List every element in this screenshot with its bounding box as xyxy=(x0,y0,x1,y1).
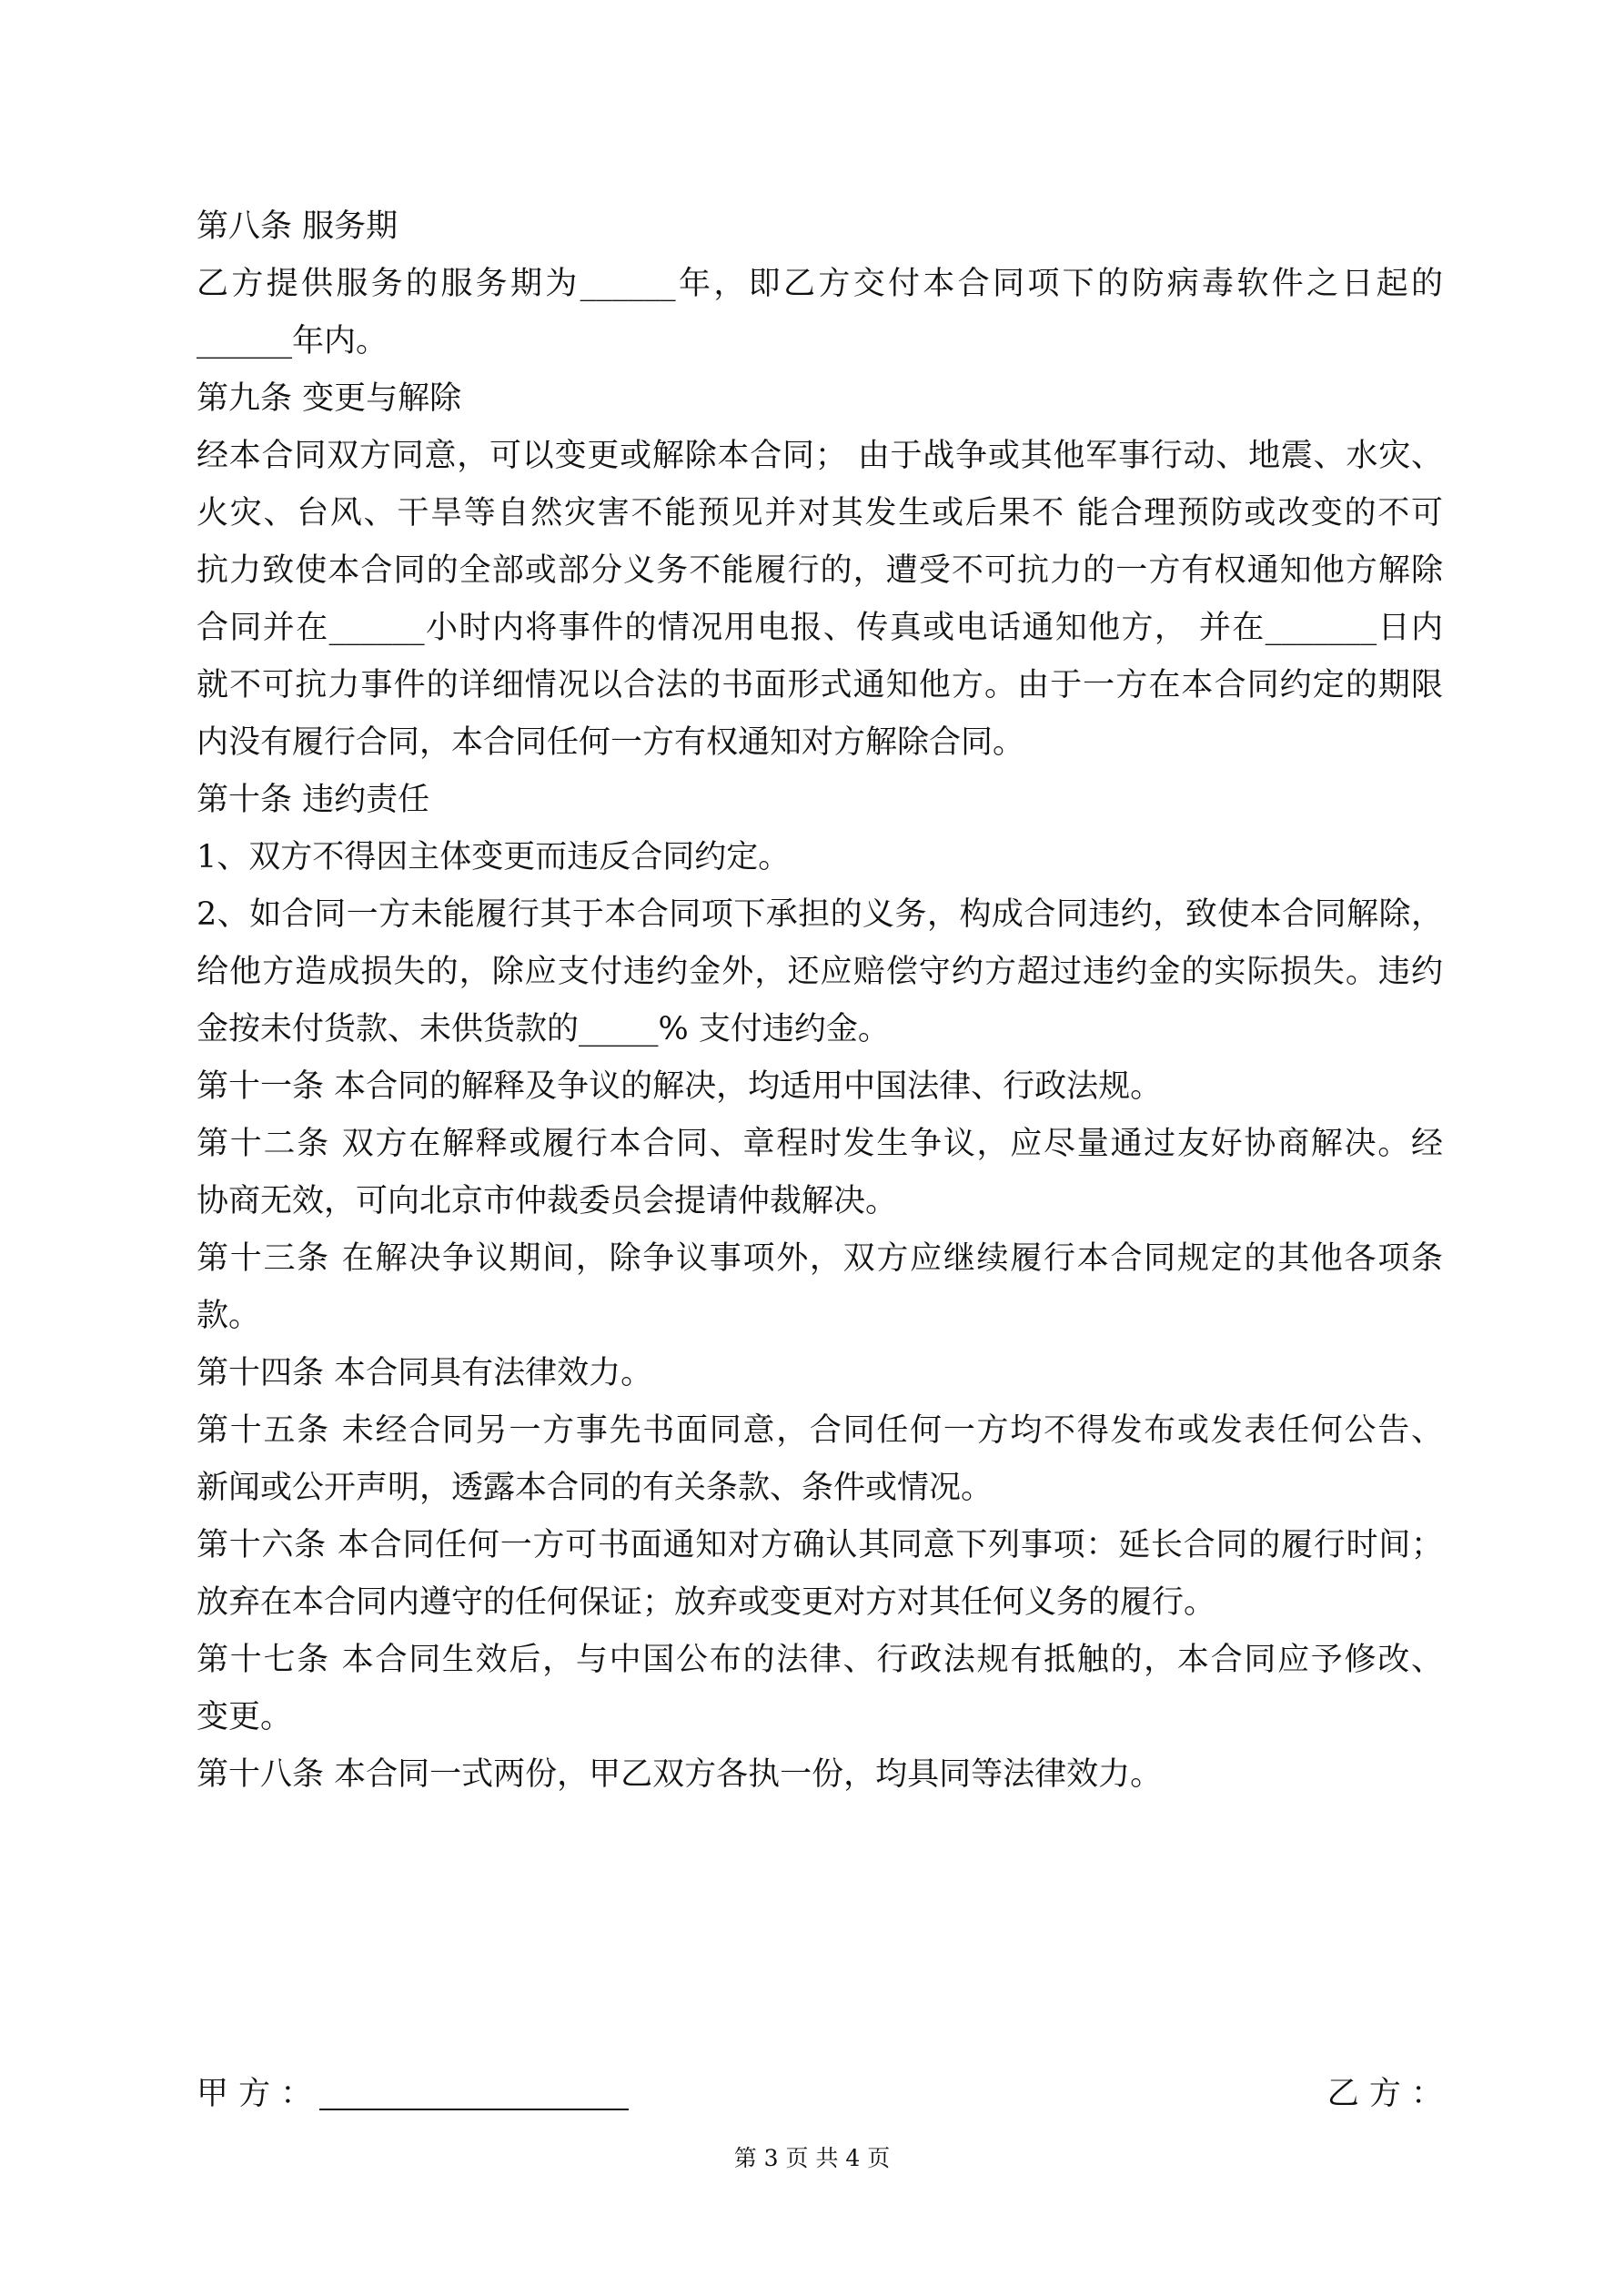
clause-text-line: 第十七条 本合同生效后，与中国公布的法律、行政法规有抵触的，本合同应予修改、 xyxy=(197,1642,1443,1678)
clause-text-line: 内没有履行合同，本合同任何一方有权通知对方解除合同。 xyxy=(197,724,1025,761)
party-a-signature-line xyxy=(319,2109,629,2110)
clause-text-line: 第十八条 本合同一式两份，甲乙双方各执一份，均具同等法律效力。 xyxy=(197,1756,1163,1793)
clause-text-line: 第十四条 本合同具有法律效力。 xyxy=(197,1355,653,1391)
clause-text-line: 放弃在本合同内遵守的任何保证；放弃或变更对方对其任何义务的履行。 xyxy=(197,1584,1216,1621)
clause-text-line: 第十六条 本合同任何一方可书面通知对方确认其同意下列事项：延长合同的履行时间； xyxy=(197,1527,1443,1563)
clause-text-line: 2、如合同一方未能履行其于本合同项下承担的义务，构成合同违约，致使本合同解除， xyxy=(197,896,1443,933)
clause-text-line: 1、双方不得因主体变更而违反合同约定。 xyxy=(197,839,791,875)
clause-text-line: 金按未付货款、未供货款的_____% 支付违约金。 xyxy=(197,1011,890,1047)
clause-text-line: 火灾、台风、干旱等自然灾害不能预见并对其发生或后果不 能合理预防或改变的不可 xyxy=(197,495,1443,531)
clause-text-line: 第十二条 双方在解释或履行本合同、章程时发生争议，应尽量通过友好协商解决。经 xyxy=(197,1126,1443,1162)
signature-block xyxy=(197,2067,1443,2121)
clause-text-line: 抗力致使本合同的全部或部分义务不能履行的，遭受不可抗力的一方有权通知他方解除 xyxy=(197,552,1443,589)
clause-heading: 第九条 变更与解除 xyxy=(197,380,462,417)
clause-text-line: 给他方造成损失的，除应支付违约金外，还应赔偿守约方超过违约金的实际损失。违约 xyxy=(197,954,1443,990)
clause-heading: 第十条 违约责任 xyxy=(197,782,430,818)
clause-text-line: 变更。 xyxy=(197,1699,293,1735)
clause-text-line: 就不可抗力事件的详细情况以合法的书面形式通知他方。由于一方在本合同约定的期限 xyxy=(197,667,1443,703)
party-b-label: 乙 方 ： xyxy=(1326,2076,1443,2112)
clause-text-line: 合同并在______小时内将事件的情况用电报、传真或电话通知他方， 并在_______日内 xyxy=(197,610,1443,646)
clause-text-line: 协商无效，可向北京市仲裁委员会提请仲裁解决。 xyxy=(197,1183,898,1219)
clause-text-line: 经本合同双方同意，可以变更或解除本合同； 由于战争或其他军事行动、地震、水灾、 xyxy=(197,438,1443,474)
party-a-label: 甲 方 ： xyxy=(197,2076,313,2112)
clause-text-line: 乙方提供服务的服务期为______年，即乙方交付本合同项下的防病毒软件之日起的 xyxy=(197,266,1443,302)
page-footer: 第 3 页 共 4 页 xyxy=(733,2145,891,2171)
clause-text-line: 第十三条 在解决争议期间，除争议事项外，双方应继续履行本合同规定的其他各项条 xyxy=(197,1240,1443,1277)
contract-body xyxy=(197,198,1443,1804)
clause-heading: 第八条 服务期 xyxy=(197,208,398,245)
clause-text-line: 第十一条 本合同的解释及争议的解决，均适用中国法律、行政法规。 xyxy=(197,1068,1163,1105)
clause-text-line: 新闻或公开声明，透露本合同的有关条款、条件或情况。 xyxy=(197,1470,994,1506)
clause-text-line: ______年内。 xyxy=(197,323,388,359)
clause-text-line: 第十五条 未经合同另一方事先书面同意，合同任何一方均不得发布或发表任何公告、 xyxy=(197,1412,1443,1449)
clause-text-line: 款。 xyxy=(197,1298,261,1334)
